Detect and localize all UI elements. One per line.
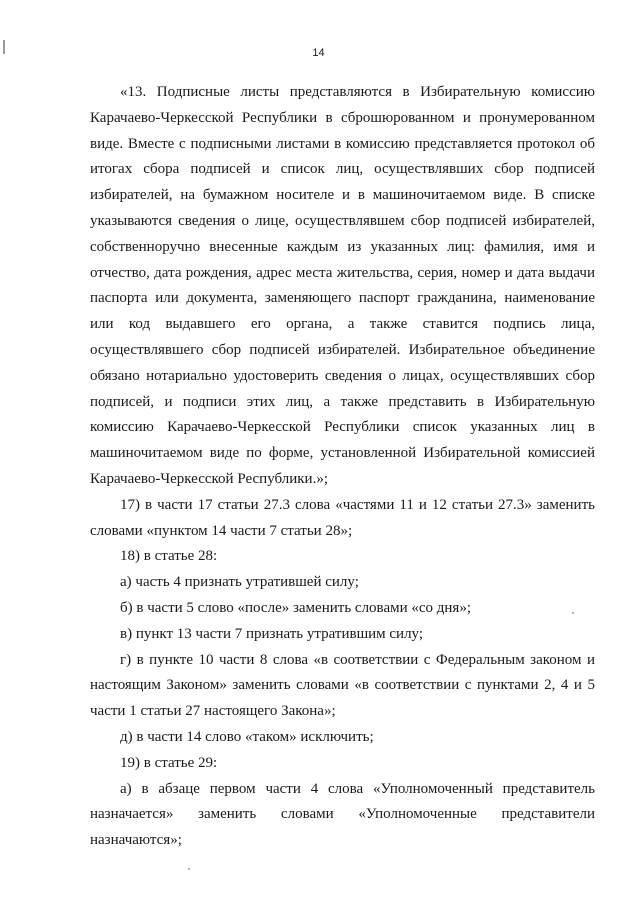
paragraph-subitem-a-19: а) в абзаце первом части 4 слова «Уполномоченный представитель назначается» заменить словами «Уполномоченные представители назначаются»; xyxy=(90,780,595,849)
paragraph-subitem-a: а) часть 4 признать утратившей силу; xyxy=(120,574,359,591)
paragraph-subitem-v: в) пункт 13 части 7 признать утратившим силу; xyxy=(120,625,424,642)
scan-speck xyxy=(188,868,190,870)
paragraph-item-17: 17) в части 17 статьи 27.3 слова «частями 11 и 12 статьи 27.3» заменить словами «пунктом 14 части 7 статьи 28»; xyxy=(90,496,595,539)
paragraph-item-13: «13. Подписные листы представляются в Избирательную комиссию Карачаево-Черкесской Республики в сброшюрованном и пронумерованном виде. Вместе с подписными листами в комиссию представляется протокол об итогах сбора подписей и список лиц, осуществлявших сбор подписей избирателей, на бумажном носителе и в машиночитаемом виде. В списке указываются сведения о лице, осуществлявшем сбор подписей избирателей, собственноручно внесенные каждым из указанных лиц: фамилия, имя и отчество, дата рождения, адрес места жительства, серия, номер и дата выдачи паспорта или документа, заменяющего паспорт гражданина, наименование или код выдавшего его органа, а также ставится подпись лица, осуществлявшего сбор подписей избирателей. Избирательное объединение обязано нотариально удостоверить сведения о лицах, осуществлявших сбор подписей, и подписи этих лиц, а также представить в Избирательную комиссию Карачаево-Черкесской Республики список указанных лиц в машиночитаемом виде по форме, установленной Избирательной комиссией Карачаево-Черкесской Республики.»; xyxy=(90,84,595,487)
scan-speck xyxy=(572,612,574,614)
paragraph-item-18: 18) в статье 28: xyxy=(120,548,218,565)
paragraph-subitem-g: г) в пункте 10 части 8 слова «в соответствии с Федеральным законом и настоящим Законом» заменить словами «в соответствии с пунктами 2, 4 и 5 части 1 статьи 27 настоящего Закона»; xyxy=(90,651,595,720)
paragraph-subitem-d: д) в части 14 слово «таком» исключить; xyxy=(120,728,374,745)
paragraph-item-19: 19) в статье 29: xyxy=(120,754,218,771)
page-number: 14 xyxy=(312,47,325,59)
scan-edge-mark xyxy=(3,40,5,54)
paragraph-subitem-b: б) в части 5 слово «после» заменить словами «со дня»; xyxy=(120,599,471,616)
document-body xyxy=(90,80,595,854)
